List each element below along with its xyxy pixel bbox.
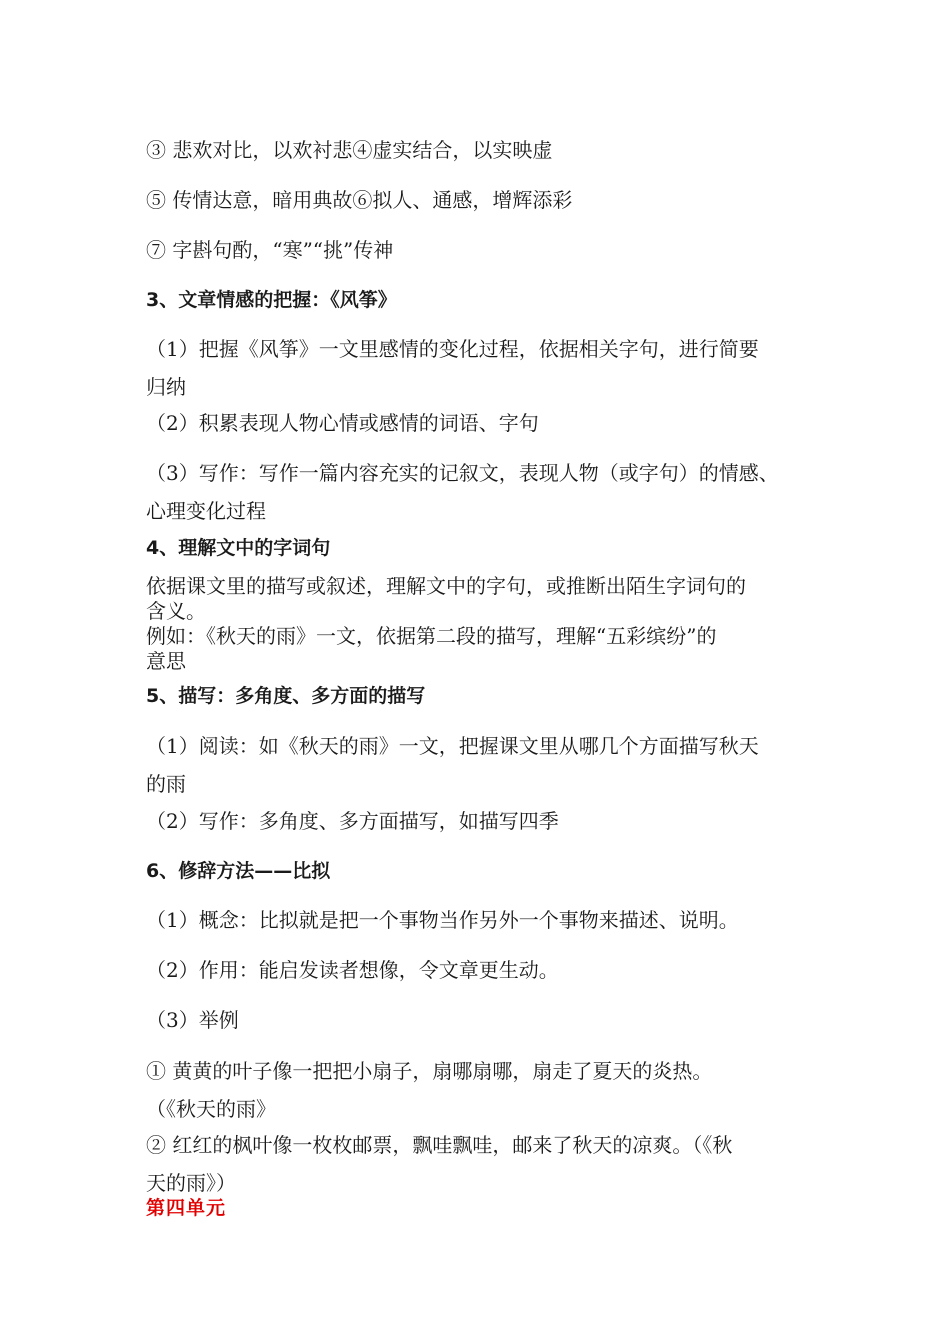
body-line: ① 黄黄的叶子像一把把小扇子，扇哪扇哪，扇走了夏天的炎热。: [146, 1059, 713, 1083]
body-line: 天的雨》）: [146, 1171, 236, 1195]
body-line: 归纳: [146, 375, 186, 399]
body-line: ③ 悲欢对比，以欢衬悲④虚实结合，以实映虚: [146, 138, 553, 162]
body-line: （1）阅读：如《秋天的雨》一文，把握课文里从哪几个方面描写秋天: [146, 734, 759, 758]
body-line: 含义。: [146, 599, 206, 623]
body-line: （《秋天的雨》: [146, 1097, 276, 1121]
section-heading: 5、描写：多角度、多方面的描写: [146, 685, 426, 707]
body-line: ⑦ 字斟句酌，“寒”“挑”传神: [146, 238, 394, 262]
body-line: （3）写作：写作一篇内容充实的记叙文，表现人物（或字句）的情感、: [146, 461, 779, 485]
body-line: 依据课文里的描写或叙述，理解文中的字句，或推断出陌生字词句的: [146, 574, 746, 598]
body-line: 例如：《秋天的雨》一文，依据第二段的描写，理解“五彩缤纷”的: [146, 624, 717, 648]
body-line: （2）写作：多角度、多方面描写，如描写四季: [146, 809, 559, 833]
body-line: ② 红红的枫叶像一枚枚邮票，飘哇飘哇，邮来了秋天的凉爽。（《秋: [146, 1133, 733, 1157]
body-line: （1）把握《风筝》一文里感情的变化过程，依据相关字句，进行简要: [146, 337, 759, 361]
section-heading: 3、文章情感的把握：《风筝》: [146, 289, 397, 311]
body-line: （2）作用：能启发读者想像，令文章更生动。: [146, 958, 559, 982]
body-line: 心理变化过程: [146, 499, 266, 523]
body-line: 意思: [146, 649, 186, 673]
section-heading: 4、理解文中的字词句: [146, 537, 331, 559]
body-line: （2）积累表现人物心情或感情的词语、字句: [146, 411, 539, 435]
unit-heading: 第四单元: [146, 1197, 227, 1219]
body-line: （3）举例: [146, 1008, 239, 1032]
body-line: （1）概念：比拟就是把一个事物当作另外一个事物来描述、说明。: [146, 908, 739, 932]
body-line: ⑤ 传情达意，暗用典故⑥拟人、通感，增辉添彩: [146, 188, 573, 212]
section-heading: 6、修辞方法——比拟: [146, 860, 331, 882]
body-line: 的雨: [146, 772, 186, 796]
